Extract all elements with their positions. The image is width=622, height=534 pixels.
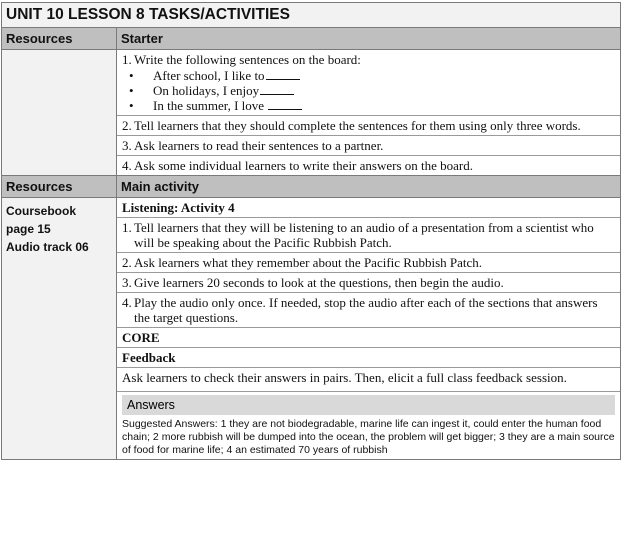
listening-heading: Listening: Activity 4 — [117, 198, 620, 218]
starter-item-3 — [117, 136, 620, 156]
main-resources-header: Resources — [2, 176, 117, 198]
list-item — [122, 98, 615, 113]
item-text: Tell learners that they will be listening to an audio of a presentation from a scientist who will be speaking about the Pacific Rubbish Patch. — [134, 220, 594, 250]
item-text: Ask learners what they remember about the Pacific Rubbish Patch. — [134, 255, 483, 270]
item-number: 4. — [122, 295, 132, 310]
page-title: UNIT 10 LESSON 8 TASKS/ACTIVITIES — [2, 3, 621, 28]
item-text: Ask some individual learners to write their answers on the board. — [134, 158, 473, 173]
starter-item-1 — [117, 50, 620, 116]
lesson-page — [1, 2, 620, 460]
lesson-table — [1, 2, 621, 460]
main-activity-content — [117, 198, 621, 460]
item-text: Ask learners to read their sentences to a partner. — [134, 138, 384, 153]
starter-item-2 — [117, 116, 620, 136]
item-number: 2. — [122, 118, 132, 133]
item-text: Give learners 20 seconds to look at the questions, then begin the audio. — [134, 275, 504, 290]
sentence-list — [122, 68, 615, 113]
sentence-text: In the summer, I love — [153, 98, 265, 113]
main-resources-cell — [2, 198, 117, 460]
starter-resources-cell — [2, 50, 117, 176]
resource-audio-track: Audio track 06 — [6, 240, 89, 254]
item-number: 4. — [122, 158, 132, 173]
item-number: 1. — [122, 220, 132, 235]
main-item-2 — [117, 253, 620, 273]
item-number: 1. — [122, 52, 132, 67]
main-item-4 — [117, 293, 620, 328]
item-text: Write the following sentences on the board: — [134, 52, 361, 67]
answers-heading: Answers — [122, 395, 615, 415]
starter-content — [117, 50, 621, 176]
blank-line — [268, 98, 302, 110]
list-item — [122, 68, 615, 83]
answers-box — [117, 392, 620, 459]
main-activity-header: Main activity — [117, 176, 621, 198]
feedback-text: Ask learners to check their answers in pairs. Then, elicit a full class feedback session. — [117, 368, 620, 392]
resource-page: page 15 — [6, 222, 51, 236]
feedback-heading: Feedback — [117, 348, 620, 368]
item-number: 3. — [122, 138, 132, 153]
item-number: 2. — [122, 255, 132, 270]
main-item-3 — [117, 273, 620, 293]
answers-text: Suggested Answers: 1 they are not biodegradable, marine life can ingest it, could enter the human food chain; 2 more rubbish will be dumped into the ocean, the problem will get bigger; 3 they are a main source of food for marine life; 4 an estimated 70 years of rubbish — [122, 418, 615, 456]
bullet-icon: • — [129, 83, 134, 98]
bullet-icon: • — [129, 98, 134, 113]
sentence-text: On holidays, I enjoy — [153, 83, 260, 98]
starter-resources-header: Resources — [2, 28, 117, 50]
item-text: Tell learners that they should complete the sentences for them using only three words. — [134, 118, 581, 133]
main-item-1 — [117, 218, 620, 253]
resource-coursebook: Coursebook — [6, 204, 77, 218]
sentence-text: After school, I like to — [153, 68, 265, 83]
blank-line — [260, 83, 294, 95]
bullet-icon: • — [129, 68, 134, 83]
item-number: 3. — [122, 275, 132, 290]
blank-line — [266, 68, 300, 80]
item-text: Play the audio only once. If needed, stop the audio after each of the sections that answers the target questions. — [134, 295, 598, 325]
core-label: CORE — [117, 328, 620, 348]
starter-header: Starter — [117, 28, 621, 50]
list-item — [122, 83, 615, 98]
starter-item-4 — [117, 156, 620, 175]
